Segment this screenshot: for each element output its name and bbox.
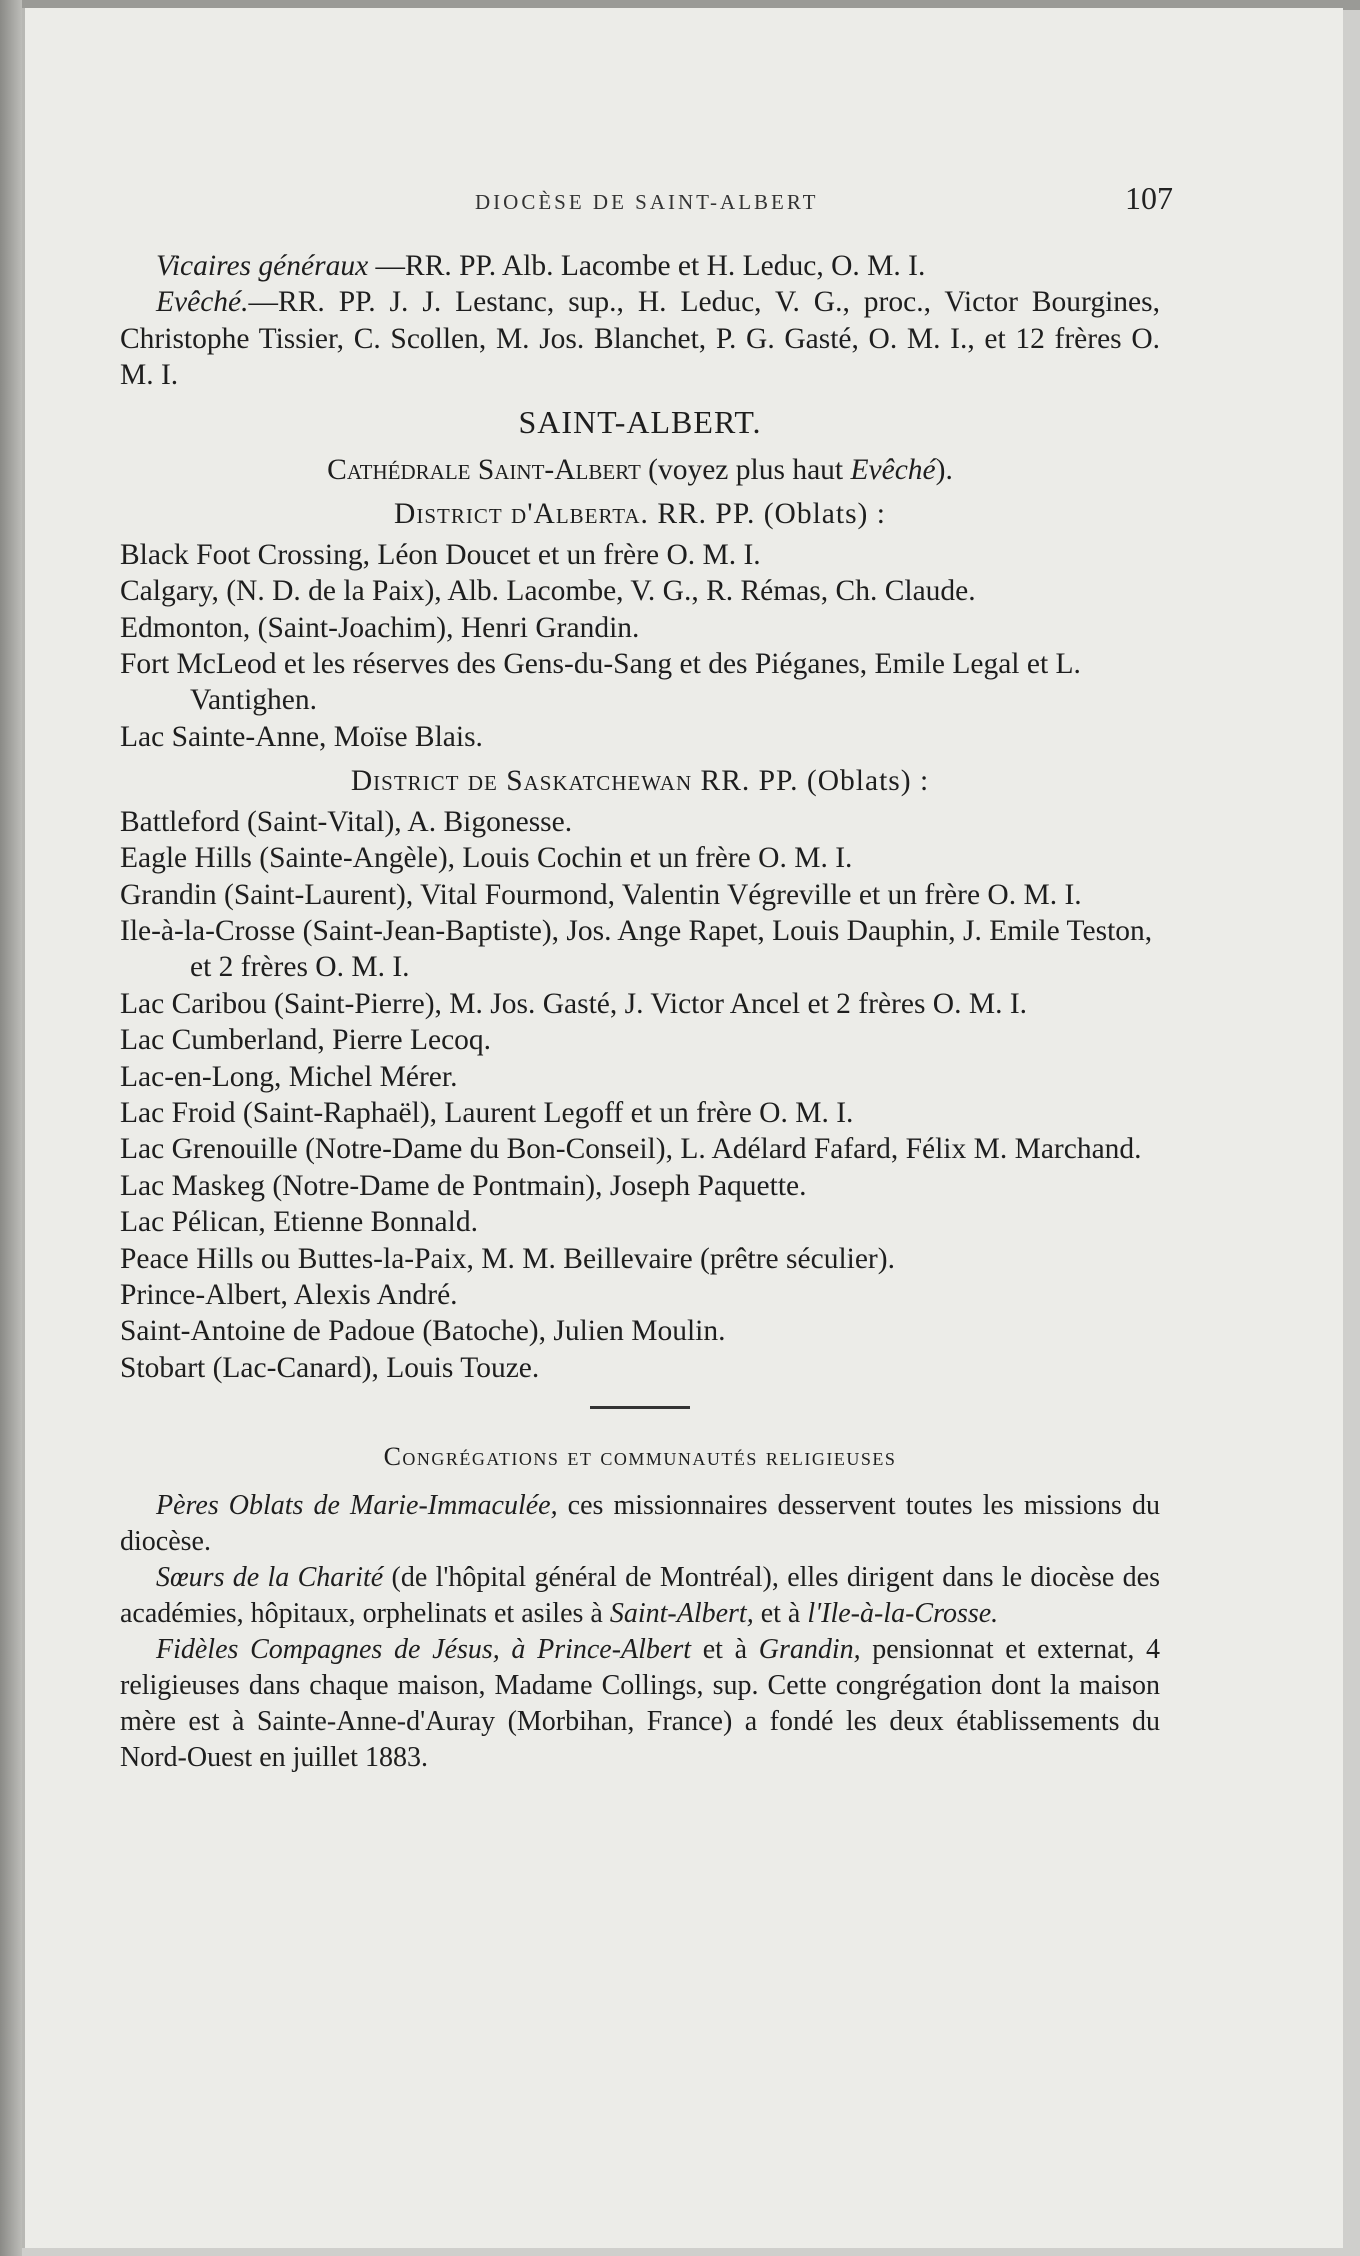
list-item: Eagle Hills (Sainte-Angèle), Louis Cochin et un frère O. M. I. xyxy=(120,842,853,875)
congregations-body xyxy=(120,1488,1160,1776)
book-spine-edge xyxy=(0,0,22,2256)
list-item: Fort McLeod et les réserves des Gens-du-Sang et des Piéganes, Emile Legal et L. Vantighen. xyxy=(120,648,1081,717)
cathedrale-line xyxy=(120,452,1160,488)
list-item: Lac-en-Long, Michel Mérer. xyxy=(120,1060,458,1093)
eveche-paragraph xyxy=(120,284,1160,393)
list-item: Calgary, (N. D. de la Paix), Alb. Lacombe, V. G., R. Rémas, Ch. Claude. xyxy=(120,575,976,608)
list-item: Saint-Antoine de Padoue (Batoche), Julien Moulin. xyxy=(120,1315,726,1348)
district-alberta-name: District d'Alberta. xyxy=(394,498,649,531)
list-item: Lac Sainte-Anne, Moïse Blais. xyxy=(120,720,483,753)
list-item: Lac Grenouille (Notre-Dame du Bon-Conseil), L. Adélard Fafard, Félix M. Marchand. xyxy=(120,1133,1142,1166)
list-item: Ile-à-la-Crosse (Saint-Jean-Baptiste), Jos. Ange Rapet, Louis Dauphin, J. Emile Teston, et 2 frères O. M. I. xyxy=(120,914,1153,984)
page-content xyxy=(120,248,1160,1776)
list-item: Prince-Albert, Alexis André. xyxy=(120,1278,458,1311)
section-divider xyxy=(590,1406,690,1409)
list-item: Lac Froid (Saint-Raphaël), Laurent Legoff et un frère O. M. I. xyxy=(120,1096,854,1129)
list-item: Battleford (Saint-Vital), A. Bigonesse. xyxy=(120,805,573,838)
section-title-saint-albert: SAINT-ALBERT. xyxy=(518,403,762,440)
cathedrale-suffix: ). xyxy=(935,454,953,487)
district-saskatchewan-list xyxy=(120,804,1160,1387)
cathedrale-middle: (voyez plus haut xyxy=(640,454,851,487)
soeurs-place-1: Saint-Albert, xyxy=(609,1597,754,1629)
list-item: Edmonton, (Saint-Joachim), Henri Grandin. xyxy=(120,611,640,644)
eveche-label: Evêché. xyxy=(156,286,249,319)
vicaires-label: Vicaires généraux xyxy=(156,250,369,282)
oblats-name: Pères Oblats de Marie-Immaculée, xyxy=(156,1489,558,1521)
vicaires-generaux xyxy=(120,248,1160,284)
running-head: DIOCÈSE DE SAINT-ALBERT xyxy=(475,190,819,214)
list-item: Lac Caribou (Saint-Pierre), M. Jos. Gasté, J. Victor Ancel et 2 frères O. M. I. xyxy=(120,987,1028,1020)
fideles-name: Fidèles Compagnes de Jésus, à Prince-Albert xyxy=(156,1633,692,1665)
list-item: Lac Pélican, Etienne Bonnald. xyxy=(120,1206,478,1239)
soeurs-paragraph xyxy=(120,1560,1160,1632)
district-saskatchewan-name: District de Saskatchewan xyxy=(350,765,693,798)
congregations-title: Congrégations et communautés religieuses xyxy=(383,1442,897,1472)
soeurs-name: Sœurs de la Charité xyxy=(156,1561,384,1593)
district-saskatchewan-heading xyxy=(120,763,1160,799)
cathedrale-name: Cathédrale Saint-Albert xyxy=(327,454,641,487)
district-alberta-heading xyxy=(120,496,1160,532)
fideles-text: et à xyxy=(691,1633,759,1665)
fideles-paragraph xyxy=(120,1632,1160,1776)
oblats-paragraph xyxy=(120,1488,1160,1560)
oblats-text: ces missionnaires desservent toutes les missions du diocèse. xyxy=(120,1489,1160,1557)
list-item: Lac Maskeg (Notre-Dame de Pontmain), Joseph Paquette. xyxy=(120,1169,807,1202)
fideles-place: Grandin, xyxy=(758,1633,861,1665)
soeurs-text-2: et à xyxy=(753,1597,808,1629)
eveche-text: —RR. PP. J. J. Lestanc, sup., H. Leduc, V. G., proc., Victor Bourgines, Christophe Tissier, C. Scollen, M. Jos. Blanchet, P. G. Gasté, O. M. I., et 12 frères O. M. I. xyxy=(120,286,1160,392)
soeurs-text: (de l'hôpital général de Montréal), elles dirigent dans le diocèse des académies, hôpitaux, orphelinats et asiles à xyxy=(120,1561,1160,1629)
list-item: Lac Cumberland, Pierre Lecoq. xyxy=(120,1024,492,1057)
list-item: Stobart (Lac-Canard), Louis Touze. xyxy=(120,1351,540,1384)
page-number: 107 xyxy=(1125,180,1173,216)
list-item: Grandin (Saint-Laurent), Vital Fourmond, Valentin Végreville et un frère O. M. I. xyxy=(120,878,1082,911)
cathedrale-italic: Evêché xyxy=(850,454,936,487)
district-saskatchewan-rest: RR. PP. (Oblats) : xyxy=(692,765,930,798)
district-alberta-rest: RR. PP. (Oblats) : xyxy=(648,498,886,531)
district-alberta-list xyxy=(120,537,1160,755)
list-item: Black Foot Crossing, Léon Doucet et un frère O. M. I. xyxy=(120,538,761,571)
list-item: Peace Hills ou Buttes-la-Paix, M. M. Beillevaire (prêtre séculier). xyxy=(120,1242,895,1275)
fideles-text-2: pensionnat et externat, 4 religieuses dans chaque maison, Madame Collings, sup. Cette congrégation dont la maison mère est à Sainte-Anne-d'Auray (Morbihan, France) a fondé les deux établissements du Nord-Ouest en juillet 1883. xyxy=(120,1633,1161,1773)
vicaires-text: —RR. PP. Alb. Lacombe et H. Leduc, O. M. I. xyxy=(368,250,926,282)
soeurs-place-2: l'Ile-à-la-Crosse. xyxy=(807,1597,999,1629)
